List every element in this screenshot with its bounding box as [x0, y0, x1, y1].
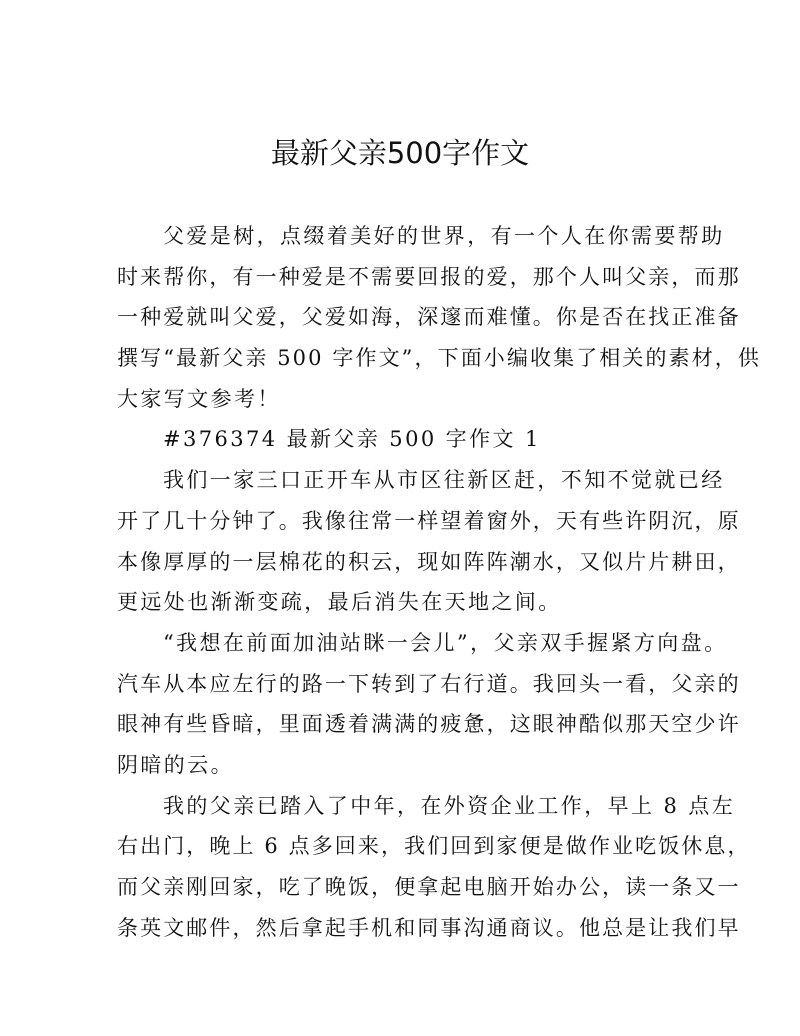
text-line: 我的父亲已踏入了中年，在外资企业工作，早上 8 点左 [163, 793, 736, 818]
text-line: #376374 最新父亲 500 字作文 1 [163, 427, 541, 452]
document-title: 最新父亲500字作文 [270, 136, 530, 170]
document-body [117, 216, 762, 948]
text-line: 大家写文参考！ [117, 386, 281, 411]
text-line: 更远处也渐渐变疏，最后消失在天地之间。 [117, 590, 562, 615]
text-line: 而父亲刚回家，吃了晚饭，便拿起电脑开始办公，读一条又一 [117, 875, 741, 899]
text-line: 阴暗的云。 [117, 752, 234, 777]
text-line: 眼神有些昏暗，里面透着满满的疲惫，这眼神酷似那天空少许 [117, 712, 741, 737]
text-line: 撰写“最新父亲 500 字作文”，下面小编收集了相关的素材，供 [117, 346, 762, 371]
text-line: “我想在前面加油站眯一会儿”，父亲双手握紧方向盘。 [163, 630, 728, 655]
text-line: 汽车从本应左行的路一下转到了右行道。我回头一看，父亲的 [117, 671, 741, 696]
text-line: 本像厚厚的一层棉花的积云，现如阵阵潮水，又似片片耕田， [117, 549, 741, 574]
text-line: 条英文邮件，然后拿起手机和同事沟通商议。他总是让我们早 [117, 915, 741, 940]
text-line: 我们一家三口正开车从市区往新区赶，不知不觉就已经 [163, 468, 725, 493]
text-line: 时来帮你，有一种爱是不需要回报的爱，那个人叫父亲，而那 [117, 264, 741, 289]
text-line: 开了几十分钟了。我像往常一样望着窗外，天有些许阴沉，原 [117, 508, 741, 533]
text-line: 父爱是树，点缀着美好的世界，有一个人在你需要帮助 [163, 224, 725, 248]
text-line: 右出门，晚上 6 点多回来，我们回到家便是做作业吃饭休息， [117, 834, 751, 859]
text-line: 一种爱就叫父爱，父爱如海，深邃而难懂。你是否在找正准备 [117, 305, 741, 330]
